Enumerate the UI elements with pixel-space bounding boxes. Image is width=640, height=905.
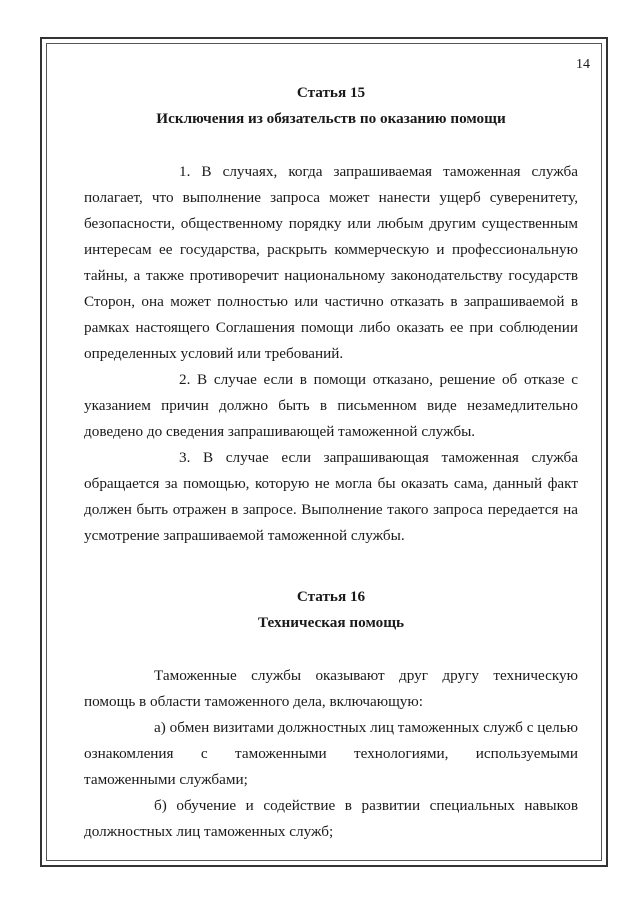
page-number: 14 [576,57,590,72]
article-16-title: Статья 16 [296,588,366,605]
spacer [84,549,578,584]
spacer [84,132,578,159]
document-body [84,80,578,845]
article-16-item-a: а) обмен визитами должностных лиц таможенных служб с целью ознакомления с таможенными технологиями, используемыми таможенными службами; [84,719,578,788]
spacer [84,636,578,663]
article-15-title: Статья 15 [296,84,366,101]
article-16-item-b: б) обучение и содействие в развитии специальных навыков должностных лиц таможенных служб; [84,797,578,840]
article-15-paragraph-1: 1. В случаях, когда запрашиваемая таможенная служба полагает, что выполнение запроса может нанести ущерб суверенитету, безопасности, общественному порядку или любым другим существенным интересам ее государства, раскрыть коммерческую и профессиональную тайны, а также противоречит национальному законодательству государств Сторон, она может полностью или частично отказать в запрашиваемой в рамках настоящего Соглашения помощи либо оказать ее при соблюдении определенных условий или требований. [84,163,578,362]
article-16-subtitle: Техническая помощь [257,614,405,631]
article-15-paragraph-3: 3. В случае если запрашивающая таможенная служба обращается за помощью, которую не могла бы оказать сама, данный факт должен быть отражен в запросе. Выполнение такого запроса передается на усмотрение запрашиваемой таможенной службы. [84,449,578,544]
article-15-paragraph-2: 2. В случае если в помощи отказано, решение об отказе с указанием причин должно быть в письменном виде незамедлительно доведено до сведения запрашивающей таможенной службы. [84,371,578,440]
article-15-subtitle: Исключения из обязательств по оказанию помощи [156,110,506,127]
article-16-paragraph-1: Таможенные службы оказывают друг другу техническую помощь в области таможенного дела, включающую: [84,667,578,710]
